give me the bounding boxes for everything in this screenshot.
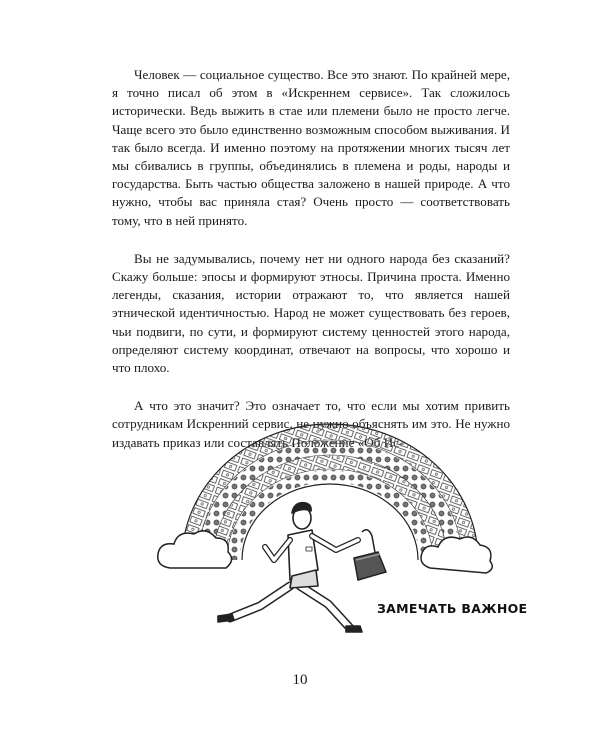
- paragraph-2: Вы не задумывались, почему нет ни одного народа без сказаний? Скажу больше: эпосы и формируют этносы. Причина проста. Именно легенды, сказания, истории отражают то, что является нашей этнической идентичностью. Народ не может существовать без героев, чьи подвиги, по сути, и формируют систему ценностей этого народа, определяют систему координат, отвечают на вопросы, что хорошо и что плохо.: [112, 250, 510, 376]
- paragraph-1: Человек — социальное существо. Все это знают. По крайней мере, я точно писал об этом в «Искреннем сервисе». Так сложилось исторически. Ведь выжить в стае или племени было не просто легче. Чаще всего это было единственно возможным способом выживания. И так было всегда. И именно поэтому на протяжении многих тысяч лет мы сбивались в группы, объединялись в племена и роды, народы и государства. Быть частью общества заложено в нашей природе. А что нужно, чтобы вас приняла стая? Очень просто — соответствовать тому, что в ней принято.: [112, 67, 510, 228]
- rainbow: [182, 424, 478, 560]
- paragraph-3: А что это значит? Это означает то, что если мы хотим привить сотрудникам Искренний сервис, не нужно объяснять им это. Не нужно издавать приказ или составлять Положение «Об Ис-: [112, 398, 510, 450]
- body-text: [112, 66, 510, 452]
- illustration-caption: ЗАМЕЧАТЬ ВАЖНОЕ: [377, 601, 528, 616]
- page-number: 10: [292, 672, 308, 688]
